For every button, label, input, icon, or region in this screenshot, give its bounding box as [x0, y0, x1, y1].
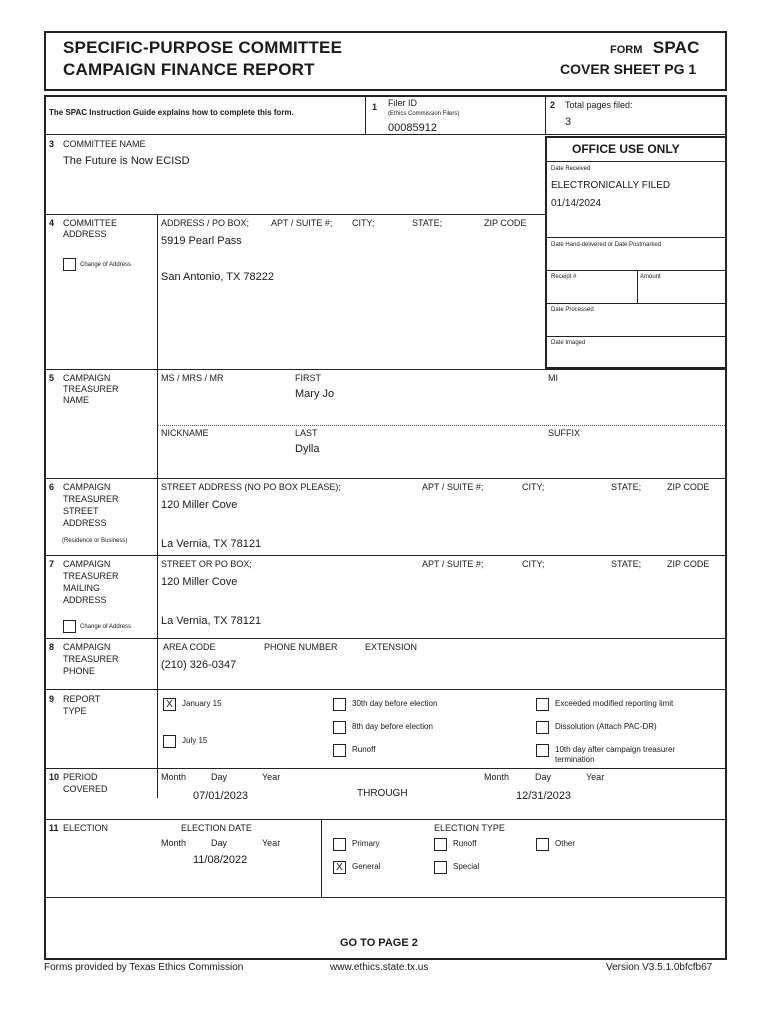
january-15-label: January 15	[182, 699, 222, 708]
field7-num: 7	[49, 559, 55, 569]
election-date: 11/08/2022	[193, 854, 248, 866]
h-zip6: ZIP CODE	[667, 482, 710, 492]
h-month-to: Month	[484, 772, 510, 782]
date-received-label: Date Received	[551, 166, 591, 172]
period-label-2: COVERED	[63, 784, 108, 794]
treasurer-first-name: Mary Jo	[295, 388, 335, 400]
field6-num: 6	[49, 482, 55, 492]
field1-num: 1	[372, 102, 378, 112]
committee-address-line2: San Antonio, TX 78222	[161, 271, 274, 283]
phone-label-1: CAMPAIGN	[63, 642, 111, 652]
treasurer-name-label-1: CAMPAIGN	[63, 373, 111, 383]
period-to: 12/31/2023	[516, 790, 572, 802]
mailing-label-2: TREASURER	[63, 571, 119, 581]
change-of-address-checkbox-4[interactable]	[63, 258, 76, 271]
go-to-page-2: GO TO PAGE 2	[340, 937, 418, 949]
july-15-label: July 15	[182, 736, 208, 745]
street-label-2: TREASURER	[63, 494, 119, 504]
dissolution-checkbox[interactable]	[536, 721, 549, 734]
h-street7: STREET OR PO BOX;	[161, 559, 252, 569]
field5-num: 5	[49, 373, 55, 383]
mailing-label-1: CAMPAIGN	[63, 559, 111, 569]
committee-name-label: COMMITTEE NAME	[63, 139, 146, 149]
exceeded-checkbox[interactable]	[536, 698, 549, 711]
hand-delivered-label: Date Hand-delivered or Date Postmarked	[551, 242, 662, 248]
through-label: THROUGH	[357, 788, 408, 799]
mailing-label-3: MAILING	[63, 583, 101, 593]
general-label: General	[352, 862, 381, 871]
h-year-from: Year	[262, 772, 281, 782]
filed-status: ELECTRONICALLY FILED	[551, 180, 671, 191]
treasurer-name-label-3: NAME	[63, 395, 90, 405]
h-day-election: Day	[211, 838, 228, 848]
h-day-to: Day	[535, 772, 552, 782]
day8-checkbox[interactable]	[333, 721, 346, 734]
cover-sheet-label: COVER SHEET PG 1	[560, 61, 697, 77]
h-zip7: ZIP CODE	[667, 559, 710, 569]
title-line1: SPECIFIC-PURPOSE COMMITTEE	[63, 38, 343, 57]
field10-num: 10	[49, 772, 60, 782]
phone-value: (210) 326-0347	[161, 659, 237, 671]
form-label: FORM	[610, 44, 643, 56]
dissolution-label: Dissolution (Attach PAC-DR)	[555, 722, 657, 731]
runoff11-label: Runoff	[453, 839, 477, 848]
h-mi: MI	[548, 373, 558, 383]
h-day-from: Day	[211, 772, 228, 782]
treasurer-last-name: Dylla	[295, 443, 320, 455]
h-first: FIRST	[295, 373, 321, 383]
special-checkbox[interactable]	[434, 861, 447, 874]
footer-left: Forms provided by Texas Ethics Commission	[44, 962, 244, 973]
form-code-label	[610, 38, 700, 58]
date-processed-label: Date Processed	[551, 307, 594, 313]
day30-label: 30th day before election	[352, 699, 438, 708]
filer-id-value: 00085912	[388, 122, 437, 134]
h-nickname: NICKNAME	[161, 428, 209, 438]
field3-num: 3	[49, 139, 55, 149]
other-label: Other	[555, 839, 576, 848]
h-state6: STATE;	[611, 482, 642, 492]
h-address: ADDRESS / PO BOX;	[161, 218, 250, 228]
h-apt6: APT / SUITE #;	[422, 482, 484, 492]
change-of-address-label-7: Change of Address	[80, 624, 132, 630]
runoff11-checkbox[interactable]	[434, 838, 447, 851]
primary-checkbox[interactable]	[333, 838, 346, 851]
footer-version: Version V3.5.1.0bfcfb67	[606, 962, 713, 973]
h-area-code: AREA CODE	[163, 642, 216, 652]
mailing-line2: La Vernia, TX 78121	[161, 615, 262, 627]
runoff9-label: Runoff	[352, 745, 376, 754]
street-label-4: ADDRESS	[63, 518, 107, 528]
change-of-address-label-4: Change of Address	[80, 262, 132, 268]
h-month-from: Month	[161, 772, 187, 782]
street-line1: 120 Miller Cove	[161, 499, 238, 511]
h-city7: CITY;	[522, 559, 545, 569]
title-line2: CAMPAIGN FINANCE REPORT	[63, 60, 315, 79]
july-15-checkbox[interactable]	[163, 735, 176, 748]
h-apt7: APT / SUITE #;	[422, 559, 484, 569]
h-suffix: SUFFIX	[548, 428, 581, 438]
change-of-address-checkbox-7[interactable]	[63, 620, 76, 633]
other-checkbox[interactable]	[536, 838, 549, 851]
january-15-checkbox[interactable]: X	[163, 698, 176, 711]
mailing-label-4: ADDRESS	[63, 595, 107, 605]
footer-url: www.ethics.state.tx.us	[330, 962, 429, 973]
h-street6: STREET ADDRESS (NO PO BOX PLEASE);	[161, 482, 341, 492]
period-label-1: PERIOD	[63, 772, 98, 782]
field4-num: 4	[49, 218, 55, 228]
election-label: ELECTION	[63, 823, 109, 833]
field11-num: 11	[49, 823, 59, 833]
treasurer-name-label-2: TREASURER	[63, 384, 119, 394]
primary-label: Primary	[352, 839, 380, 848]
h-city6: CITY;	[522, 482, 545, 492]
committee-address-label-1: COMMITTEE	[63, 218, 117, 228]
h-year-election: Year	[262, 838, 281, 848]
h-year-to: Year	[586, 772, 605, 782]
h-title: MS / MRS / MR	[161, 373, 224, 383]
street-label-3: STREET	[63, 506, 99, 516]
h-phone-number: PHONE NUMBER	[264, 642, 338, 652]
field8-num: 8	[49, 642, 55, 652]
committee-address-label-2: ADDRESS	[63, 229, 107, 239]
runoff9-checkbox[interactable]	[333, 744, 346, 757]
exceeded-label: Exceeded modified reporting limit	[555, 699, 674, 708]
filed-date: 01/14/2024	[551, 198, 602, 209]
h-state7: STATE;	[611, 559, 642, 569]
day10-label-1: 10th day after campaign treasurer	[555, 745, 676, 754]
phone-label-3: PHONE	[63, 666, 96, 676]
h-zip: ZIP CODE	[484, 218, 527, 228]
h-election-date: ELECTION DATE	[181, 823, 252, 833]
h-last: LAST	[295, 428, 318, 438]
report-type-label-1: REPORT	[63, 694, 101, 704]
date-imaged-label: Date Imaged	[551, 340, 586, 346]
office-use-title: OFFICE USE ONLY	[572, 142, 680, 156]
receipt-label: Receipt #	[551, 274, 577, 280]
report-type-label-2: TYPE	[63, 706, 87, 716]
h-city: CITY;	[352, 218, 375, 228]
amount-label: Amount	[640, 274, 661, 280]
h-extension: EXTENSION	[365, 642, 418, 652]
filer-id-sub: (Ethics Commission Filers)	[388, 111, 460, 117]
street-label-1: CAMPAIGN	[63, 482, 111, 492]
h-state: STATE;	[412, 218, 443, 228]
day10-checkbox[interactable]	[536, 744, 549, 757]
day10-label-2: termination	[555, 755, 595, 764]
committee-name-value: The Future is Now ECISD	[63, 155, 190, 167]
period-from: 07/01/2023	[193, 790, 249, 802]
form-code: SPAC	[652, 38, 700, 57]
residence-note: (Residence or Business)	[62, 538, 128, 544]
h-month-election: Month	[161, 838, 187, 848]
field9-num: 9	[49, 694, 55, 704]
mailing-line1: 120 Miller Cove	[161, 576, 238, 588]
day8-label: 8th day before election	[352, 722, 433, 731]
street-line2: La Vernia, TX 78121	[161, 538, 262, 550]
h-apt: APT / SUITE #;	[271, 218, 333, 228]
general-checkbox[interactable]: X	[333, 861, 346, 874]
h-election-type: ELECTION TYPE	[434, 823, 505, 833]
total-pages-value: 3	[565, 116, 572, 128]
total-pages-label: Total pages filed:	[565, 100, 633, 110]
phone-label-2: TREASURER	[63, 654, 119, 664]
special-label: Special	[453, 862, 480, 871]
filer-id-label: Filer ID	[388, 98, 417, 108]
committee-address-line1: 5919 Pearl Pass	[161, 235, 242, 247]
day30-checkbox[interactable]	[333, 698, 346, 711]
instruction-text: The SPAC Instruction Guide explains how to complete this form.	[49, 108, 294, 117]
field2-num: 2	[550, 100, 556, 110]
